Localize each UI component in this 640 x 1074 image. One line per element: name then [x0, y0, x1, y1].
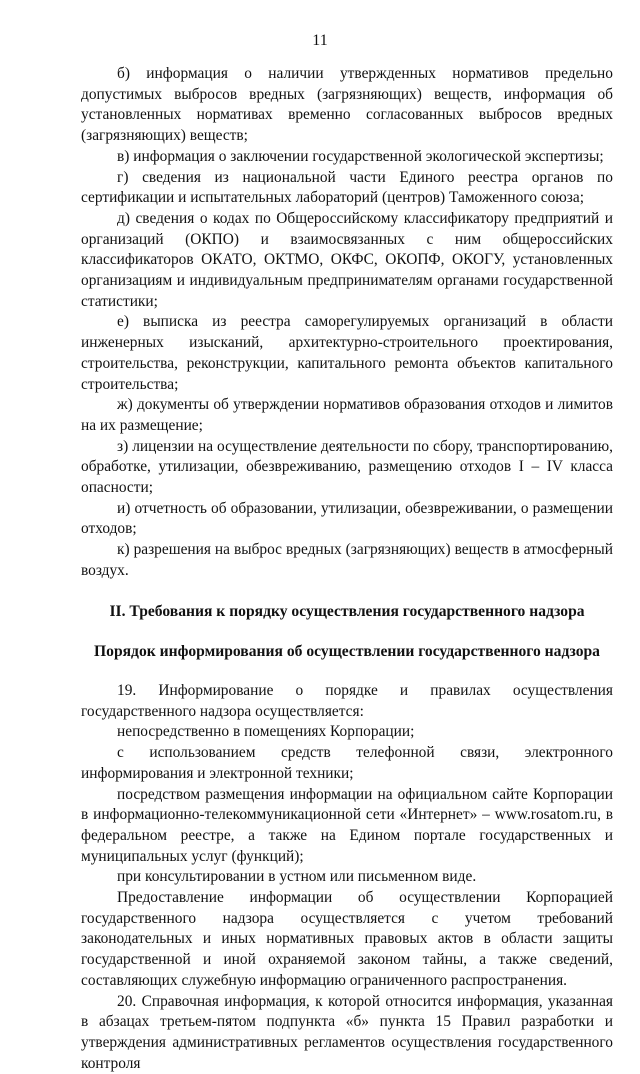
paragraph-g: г) сведения из национальной части Единого реестра органов по сертификации и испытательных лабораторий (центров) Таможенного союза; — [81, 168, 613, 207]
paragraph-b: б) информация о наличии утвержденных нормативов предельно допустимых выбросов вредных (загрязняющих) веществ, информация об установленных нормативах временно согласованных выбросов вредных (загрязняющих) веществ; — [81, 65, 613, 145]
paragraph-19-item-3: посредством размещения информации на официальном сайте Корпорации в информационно-телекоммуникационной сети «Интернет» – www.rosatom.ru, в федеральном реестре, а также на Едином портале государственных и муниципальных услуг (функций); — [81, 785, 613, 865]
paragraph-19-item-1: непосредственно в помещениях Корпорации; — [117, 723, 415, 741]
section-heading: II. Требования к порядку осуществления государственного надзора — [109, 602, 585, 620]
paragraph-d: д) сведения о кодах по Общероссийскому классификатору предприятий и организаций (ОКПО) и взаимосвязанных с ним общероссийских классификаторов ОКАТО, ОКТМО, ОКФС, ОКОПФ, ОКОГУ, установленных организациям и индивидуальным предпринимателям органами государственной статистики; — [81, 209, 613, 310]
paragraph-zh: ж) документы об утверждении нормативов образования отходов и лимитов на их размещение; — [81, 396, 613, 434]
paragraph-20: 20. Справочная информация, к которой относится информация, указанная в абзацах третьем-пятом подпункта «б» пункта 15 Правил разработки и утверждения административных регламентов осуществления государственного контроля — [81, 992, 613, 1072]
paragraph-19-note: Предоставление информации об осуществлении Корпорацией государственного надзора осуществляется с учетом требований законодательных и иных нормативных правовых актов в области защиты государственной и иной охраняемой законом тайны, а также сведений, составляющих служебную информацию ограниченного распространения. — [81, 889, 613, 989]
paragraph-k: к) разрешения на выброс вредных (загрязняющих) веществ в атмосферный воздух. — [81, 541, 613, 579]
paragraph-i: и) отчетность об образовании, утилизации, обезвреживании, о размещении отходов; — [81, 499, 613, 538]
subsection-heading: Порядок информирования об осуществлении государственного надзора — [94, 643, 600, 661]
paragraph-z: з) лицензии на осуществление деятельности по сбору, транспортированию, обработке, утилизации, обезвреживанию, размещению отходов I – IV класса опасности; — [81, 437, 613, 497]
document-body — [81, 64, 613, 1074]
paragraph-e: е) выписка из реестра саморегулируемых организаций в области инженерных изысканий, архитектурно-строительного проектирования, строительства, реконструкции, капитального ремонта объектов капитального строительства; — [81, 313, 613, 393]
paragraph-19-item-2: с использованием средств телефонной связи, электронного информирования и электронной техники; — [81, 744, 613, 782]
paragraph-19-item-4: при консультировании в устном или письменном виде. — [117, 868, 477, 886]
page-number: 11 — [312, 32, 328, 49]
paragraph-19: 19. Информирование о порядке и правилах осуществления государственного надзора осуществляется: — [81, 681, 613, 720]
paragraph-v: в) информация о заключении государственной экологической экспертизы; — [117, 147, 604, 165]
